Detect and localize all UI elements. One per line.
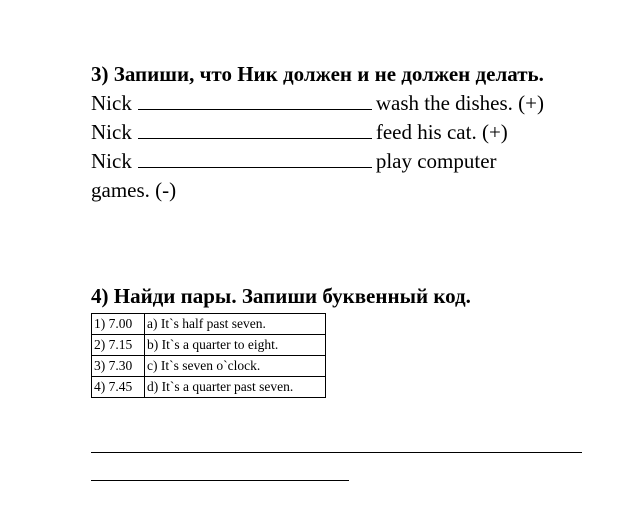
- phrase-cell: c) It`s seven o`clock.: [145, 356, 326, 377]
- table-row: [92, 314, 326, 335]
- time-cell: 1) 7.00: [92, 314, 145, 335]
- sentence-3-rest: play computer: [375, 149, 497, 173]
- answer-line-2[interactable]: [91, 480, 349, 481]
- sentence-3-blank[interactable]: [138, 147, 372, 168]
- task-3: [91, 60, 591, 205]
- sentence-1: [91, 89, 591, 118]
- sentence-3: [91, 147, 591, 176]
- sentence-1-subject: Nick: [91, 91, 132, 115]
- time-cell: 4) 7.45: [92, 377, 145, 398]
- table-row: [92, 335, 326, 356]
- time-cell: 3) 7.30: [92, 356, 145, 377]
- sentence-1-rest: wash the dishes. (+): [375, 91, 544, 115]
- task-4: [91, 282, 471, 398]
- task-4-title: 4) Найди пары. Запиши буквенный код.: [91, 284, 471, 308]
- sentence-2: [91, 118, 591, 147]
- sentence-2-rest: feed his cat. (+): [375, 120, 508, 144]
- sentence-2-blank[interactable]: [138, 118, 372, 139]
- time-cell: 2) 7.15: [92, 335, 145, 356]
- phrase-cell: a) It`s half past seven.: [145, 314, 326, 335]
- answer-line-1[interactable]: [91, 452, 582, 453]
- pairs-table: [91, 313, 326, 398]
- sentence-2-subject: Nick: [91, 120, 132, 144]
- phrase-cell: b) It`s a quarter to eight.: [145, 335, 326, 356]
- table-row: [92, 356, 326, 377]
- task-3-title: 3) Запиши, что Ник должен и не должен делать.: [91, 62, 544, 86]
- sentence-3-continuation: games. (-): [91, 178, 177, 202]
- sentence-3-subject: Nick: [91, 149, 132, 173]
- sentence-1-blank[interactable]: [138, 89, 372, 110]
- table-row: [92, 377, 326, 398]
- phrase-cell: d) It`s a quarter past seven.: [145, 377, 326, 398]
